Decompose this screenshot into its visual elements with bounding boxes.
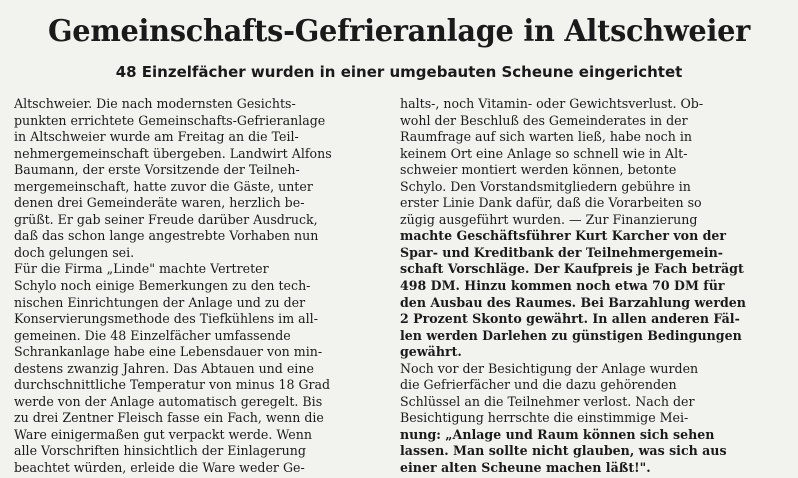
text-line: Spar- und Kreditbank der Teilnehmergemein- — [400, 244, 724, 260]
text-line: punkten errichtete Gemeinschafts-Gefrieranlage — [14, 112, 326, 128]
text-line: die Gefrierfächer und die dazu gehörenden — [400, 377, 677, 393]
text-line: schaft Vorschläge. Der Kaufpreis je Fach beträgt — [400, 261, 744, 277]
text-line: Altschweier. Die nach modernsten Gesichts- — [14, 96, 296, 111]
text-line: lassen. Man sollte nicht glauben, was sich aus — [400, 443, 727, 459]
text-line: nehmergemeinschaft übergeben. Landwirt Alfons — [14, 145, 332, 161]
text-line: nung: „Anlage und Raum können sich sehen — [400, 426, 715, 442]
text-line: destens zwanzig Jahren. Das Abtauen und eine — [14, 360, 314, 376]
text-line: Schlüssel an die Teilnehmer verlost. Nach der — [400, 393, 695, 409]
text-line: zügig ausgeführt wurden. — Zur Finanzierung — [400, 211, 698, 227]
text-line: in Altschweier wurde am Freitag an die Teil- — [14, 129, 299, 145]
text-line: gewährt. — [400, 344, 462, 360]
text-line: Baumann, der erste Vorsitzende der Teilneh- — [14, 162, 300, 178]
text-line: 498 DM. Hinzu kommen noch etwa 70 DM für — [400, 278, 725, 294]
article-subheadline: 48 Einzelfächer wurden in einer umgebauten Scheune eingerichtet — [115, 63, 683, 81]
text-line: gemeinen. Die 48 Einzelfächer umfassende — [14, 327, 291, 343]
left-text-column — [14, 96, 392, 477]
text-line: erster Linie Dank dafür, daß die Vorarbeiten so — [400, 195, 702, 211]
text-line: keinem Ort eine Anlage so schnell wie in Alt- — [400, 145, 688, 161]
text-line: mergemeinschaft, hatte zuvor die Gäste, unter — [14, 178, 313, 194]
text-line: Raumfrage auf sich warten ließ, habe noch in — [400, 129, 692, 145]
text-line: 2 Prozent Skonto gewährt. In allen anderen Fäl- — [400, 311, 740, 327]
text-line: Schylo noch einige Bemerkungen zu den tech- — [14, 278, 311, 294]
text-line: machte Geschäftsführer Kurt Karcher von der — [400, 228, 727, 244]
text-line: schweier montiert werden können, betonte — [400, 162, 677, 178]
text-line: alle Vorschriften hinsichtlich der Einlagerung — [14, 443, 306, 459]
text-line: Besichtigung herrschte die einstimmige Mei- — [400, 410, 689, 426]
text-line: zu drei Zentner Fleisch fasse ein Fach, wenn die — [14, 410, 324, 426]
text-line: Ware einigermaßen gut verpackt werde. Wenn — [14, 426, 312, 442]
text-line: grüßt. Er gab seiner Freude darüber Ausdruck, — [14, 211, 318, 227]
text-line: beachtet würden, erleide die Ware weder Ge- — [14, 460, 305, 476]
text-line: Konservierungsmethode des Tiefkühlens im all- — [14, 311, 318, 327]
text-line: Schylo. Den Vorstandsmitgliedern gebühre in — [400, 178, 691, 194]
text-line: len werden Darlehen zu günstigen Bedingungen — [400, 327, 742, 343]
right-text-column — [400, 96, 780, 477]
text-line: werde von der Anlage automatisch geregelt. Bis — [14, 393, 323, 409]
text-line: nischen Einrichtungen der Anlage und zu der — [14, 294, 306, 310]
text-line: denen drei Gemeinderäte waren, herzlich be- — [14, 195, 305, 211]
text-line: einer alten Scheune machen läßt!". — [400, 460, 651, 476]
text-line: doch gelungen sei. — [14, 244, 135, 260]
text-line: daß das schon lange angestrebte Vorhaben nun — [14, 228, 319, 244]
text-line: Für die Firma „Linde" machte Vertreter — [14, 261, 269, 277]
text-line: Noch vor der Besichtigung der Anlage wurden — [400, 360, 699, 376]
text-line: wohl der Beschluß des Gemeinderates in der — [400, 112, 688, 128]
text-line: durchschnittliche Temperatur von minus 18 Grad — [14, 377, 331, 393]
text-line: halts-, noch Vitamin- oder Gewichtsverlust. Ob- — [400, 96, 704, 111]
text-line: Schrankanlage habe eine Lebensdauer von min- — [14, 344, 323, 360]
article-headline: Gemeinschafts-Gefrieranlage in Altschweier — [47, 14, 751, 49]
text-line: den Ausbau des Raumes. Bei Barzahlung werden — [400, 294, 746, 310]
